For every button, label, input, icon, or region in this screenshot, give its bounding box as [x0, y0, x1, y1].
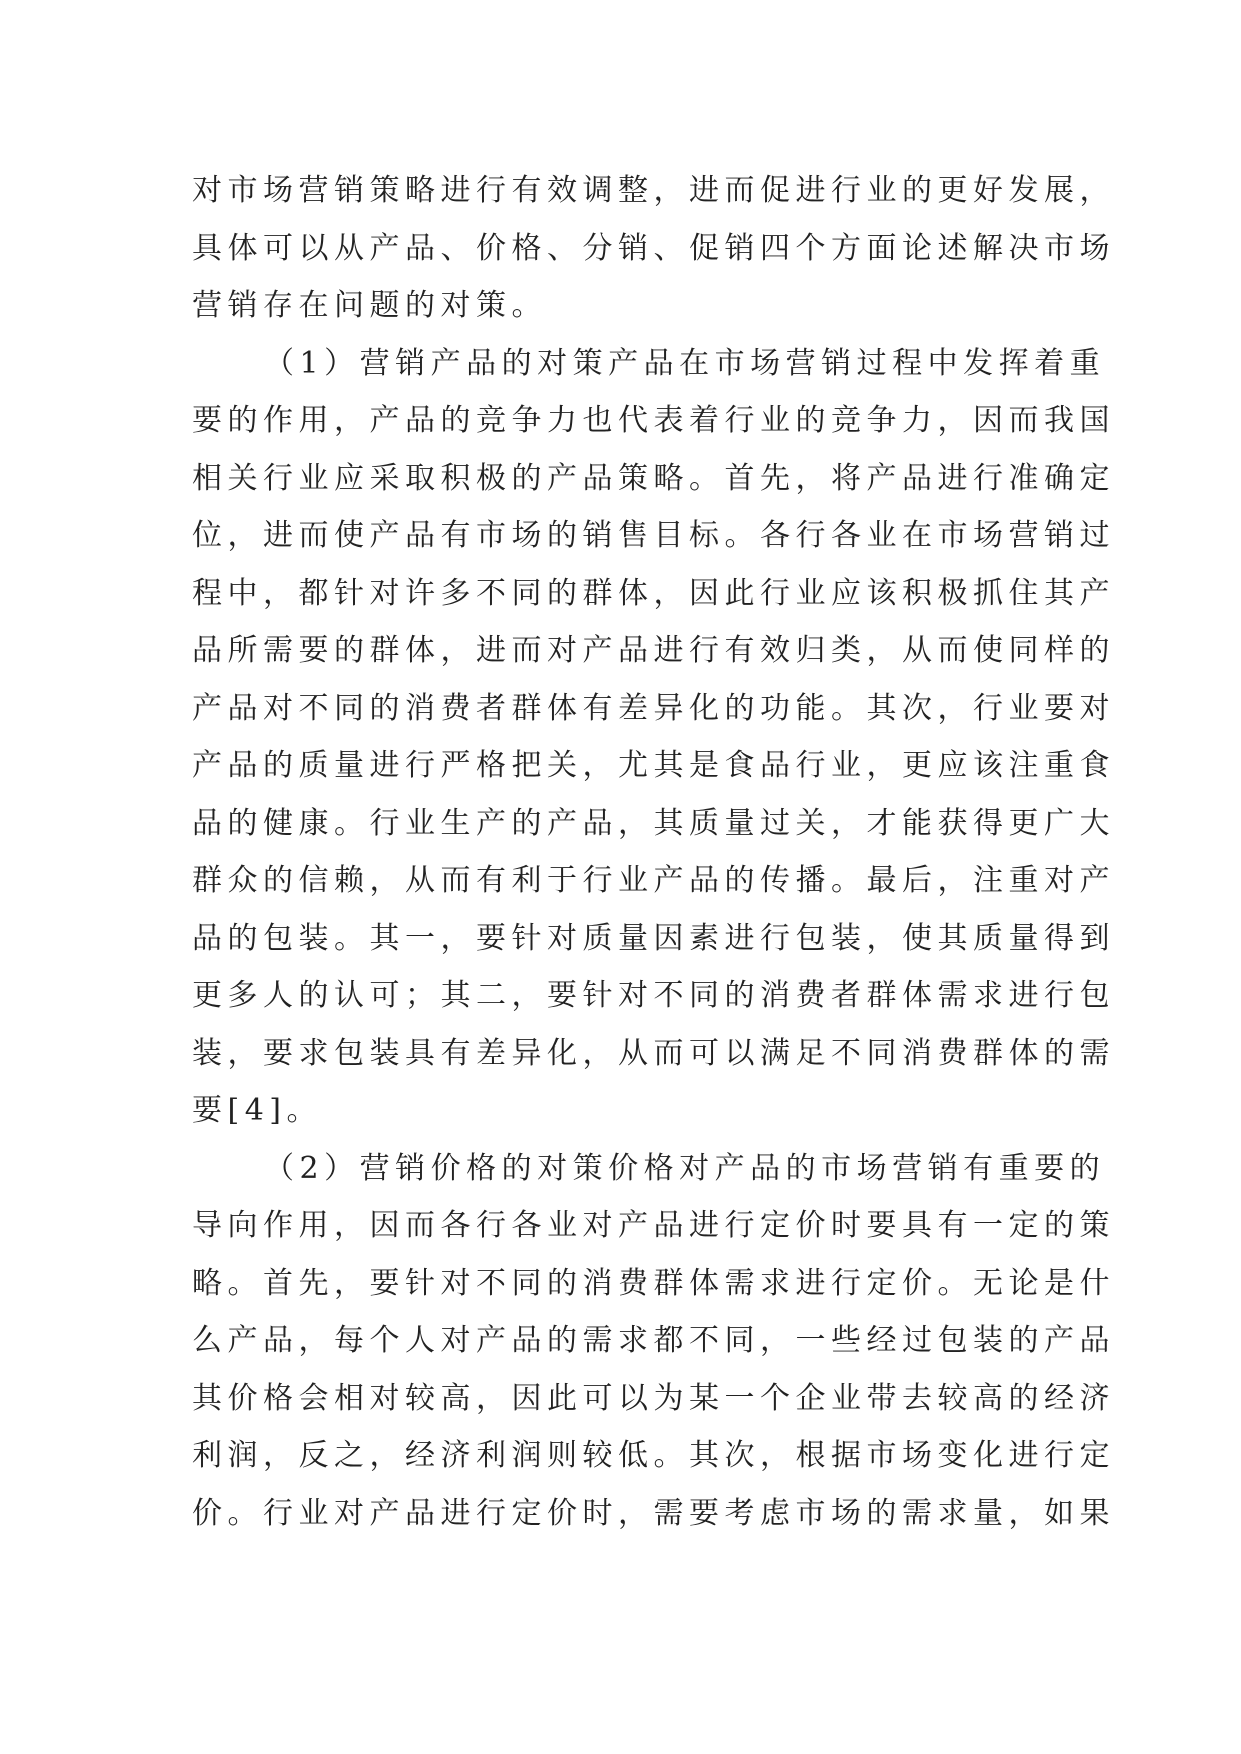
text-line: 品的包装。其一，要针对质量因素进行包装，使其质量得到: [192, 920, 1115, 956]
text-line: 营销存在问题的对策。: [192, 288, 547, 323]
text-line: 利润，反之，经济利润则较低。其次，根据市场变化进行定: [192, 1438, 1115, 1473]
text-line: 么产品，每个人对产品的需求都不同，一些经过包装的产品: [192, 1323, 1115, 1358]
text-line: 品的健康。行业生产的产品，其质量过关，才能获得更广大: [192, 805, 1115, 841]
text-line: 具体可以从产品、价格、分销、促销四个方面论述解决市场: [192, 230, 1115, 266]
text-line: 相关行业应采取积极的产品策略。首先，将产品进行准确定: [192, 460, 1115, 496]
paragraph-1-heading-line: （1）营销产品的对策产品在市场营销过程中发挥着重: [264, 345, 1106, 381]
text-line: 要[4]。: [192, 1093, 322, 1128]
text-line: 装，要求包装具有差异化，从而可以满足不同消费群体的需: [192, 1035, 1115, 1071]
text-line: 群众的信赖，从而有利于行业产品的传播。最后，注重对产: [192, 863, 1115, 898]
text-line: 位，进而使产品有市场的销售目标。各行各业在市场营销过: [192, 518, 1115, 553]
text-line: 程中，都针对许多不同的群体，因此行业应该积极抓住其产: [192, 575, 1115, 611]
text-line: 略。首先，要针对不同的消费群体需求进行定价。无论是什: [192, 1265, 1115, 1301]
text-line: 更多人的认可；其二，要针对不同的消费者群体需求进行包: [192, 978, 1115, 1013]
text-line: 价。行业对产品进行定价时，需要考虑市场的需求量，如果: [192, 1495, 1115, 1531]
text-line: 产品的质量进行严格把关，尤其是食品行业，更应该注重食: [192, 748, 1115, 783]
text-line: 产品对不同的消费者群体有差异化的功能。其次，行业要对: [192, 690, 1115, 726]
text-line: 要的作用，产品的竞争力也代表着行业的竞争力，因而我国: [192, 403, 1115, 438]
body-text: [192, 162, 1115, 1542]
text-line: 导向作用，因而各行各业对产品进行定价时要具有一定的策: [192, 1208, 1115, 1243]
paragraph-2-heading-line: （2）营销价格的对策价格对产品的市场营销有重要的: [264, 1150, 1106, 1186]
text-line: 其价格会相对较高，因此可以为某一个企业带去较高的经济: [192, 1380, 1115, 1416]
text-line: 对市场营销策略进行有效调整，进而促进行业的更好发展，: [192, 173, 1115, 208]
text-line: 品所需要的群体，进而对产品进行有效归类，从而使同样的: [192, 633, 1115, 668]
